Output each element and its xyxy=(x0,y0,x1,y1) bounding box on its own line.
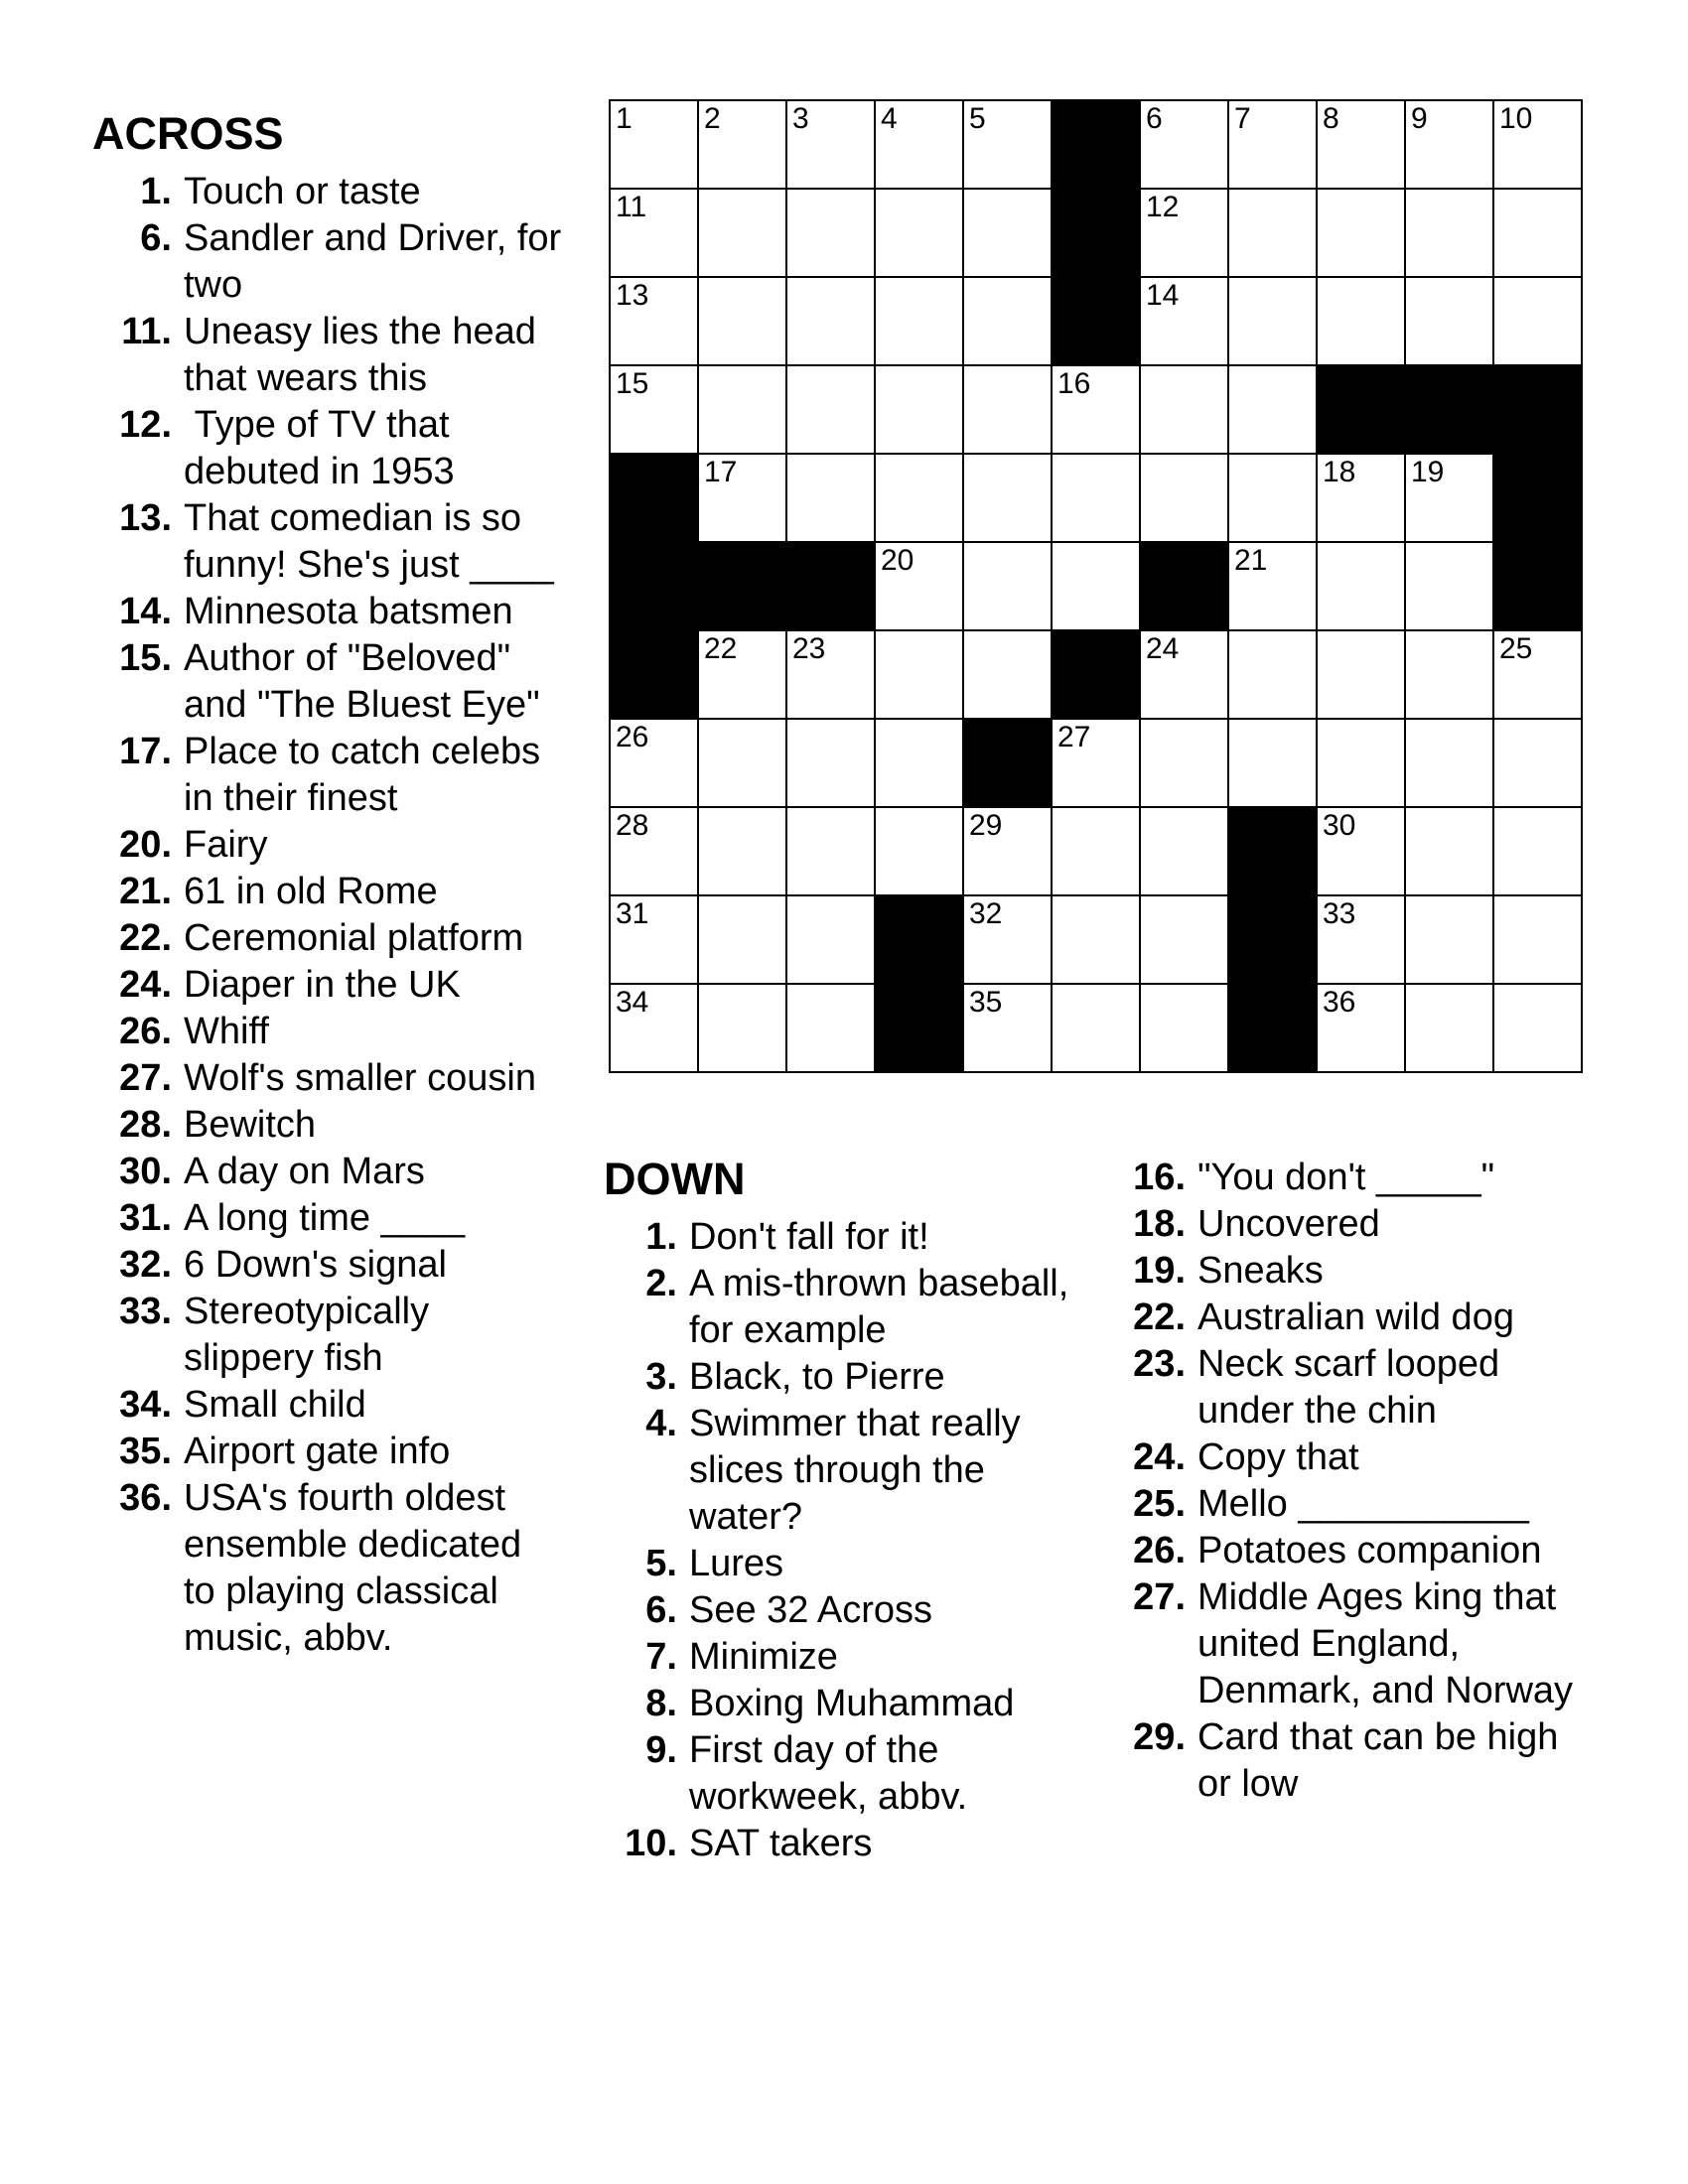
across-clue xyxy=(92,1242,563,1289)
grid-cell[interactable] xyxy=(1494,985,1583,1073)
cell-number: 3 xyxy=(792,102,809,135)
clue-text: USA's fourth oldest ensemble dedicated to playing classical music, abbv. xyxy=(184,1476,532,1659)
cell-number: 7 xyxy=(1234,102,1251,135)
down-clue xyxy=(604,1634,1090,1681)
clue-number: 29. xyxy=(1133,1716,1186,1758)
grid-cell[interactable] xyxy=(964,543,1053,631)
grid-black-cell xyxy=(1229,896,1318,985)
clue-text: Minnesota batsmen xyxy=(184,590,513,632)
clue-text: Swimmer that really slices through the water? xyxy=(689,1402,1032,1538)
grid-cell[interactable] xyxy=(787,808,876,896)
grid-cell[interactable] xyxy=(699,985,787,1073)
clue-text: Minimize xyxy=(689,1635,838,1678)
clue-number: 16. xyxy=(1133,1157,1186,1198)
cell-number: 19 xyxy=(1411,456,1445,488)
grid-cell[interactable] xyxy=(964,896,1053,985)
clue-text: 61 in old Rome xyxy=(184,870,438,912)
clue-number: 24. xyxy=(1133,1436,1186,1478)
grid-cell[interactable] xyxy=(1141,720,1229,808)
grid-cell[interactable] xyxy=(1053,985,1141,1073)
cell-number: 11 xyxy=(616,191,647,223)
clue-number: 24. xyxy=(119,963,172,1006)
down-clue xyxy=(1100,1341,1577,1434)
grid-cell[interactable] xyxy=(1229,455,1318,543)
clue-number: 23. xyxy=(1133,1343,1186,1385)
grid-black-cell xyxy=(1494,455,1583,543)
clue-text: A day on Mars xyxy=(184,1150,425,1192)
grid-cell[interactable] xyxy=(611,190,699,278)
grid-cell[interactable] xyxy=(964,808,1053,896)
grid-cell[interactable] xyxy=(1229,190,1318,278)
grid-cell[interactable] xyxy=(1141,455,1229,543)
cell-number: 13 xyxy=(616,279,649,312)
clue-text: Uncovered xyxy=(1197,1203,1380,1245)
across-clue xyxy=(92,962,563,1009)
clue-number: 33. xyxy=(119,1290,172,1332)
clue-text: Fairy xyxy=(184,823,268,866)
grid-cell[interactable] xyxy=(1406,631,1494,720)
cell-number: 34 xyxy=(616,986,649,1019)
grid-cell[interactable] xyxy=(876,101,964,190)
clue-number: 25. xyxy=(1133,1483,1186,1525)
cell-number: 26 xyxy=(616,721,649,753)
across-clue xyxy=(92,1475,563,1662)
clue-text: Sneaks xyxy=(1197,1250,1324,1292)
down-clue xyxy=(1100,1574,1577,1714)
clue-text: Card that can be high or low xyxy=(1197,1716,1569,1805)
clue-text: Middle Ages king that united England, Denmark, and Norway xyxy=(1197,1576,1574,1711)
grid-cell[interactable] xyxy=(1318,101,1406,190)
clue-number: 26. xyxy=(119,1010,172,1052)
grid-black-cell xyxy=(611,543,699,631)
grid-cell[interactable] xyxy=(1229,101,1318,190)
clue-number: 20. xyxy=(119,823,172,866)
down-clue xyxy=(604,1587,1090,1634)
grid-cell[interactable] xyxy=(1229,278,1318,366)
clue-text: Boxing Muhammad xyxy=(689,1682,1015,1724)
clue-number: 7. xyxy=(645,1635,677,1678)
clue-text: Copy that xyxy=(1197,1436,1359,1478)
across-clue xyxy=(92,1009,563,1055)
cell-number: 24 xyxy=(1146,632,1180,665)
grid-cell[interactable] xyxy=(1406,985,1494,1073)
cell-number: 29 xyxy=(969,809,1003,842)
down-clue xyxy=(604,1727,1090,1821)
grid-cell[interactable] xyxy=(1494,190,1583,278)
down-clue xyxy=(604,1214,1090,1261)
grid-black-cell xyxy=(1406,366,1494,455)
grid-cell[interactable] xyxy=(1406,543,1494,631)
crossword-grid[interactable] xyxy=(609,99,1583,1073)
grid-cell[interactable] xyxy=(1053,896,1141,985)
clue-number: 11. xyxy=(121,310,172,352)
clue-text: Ceremonial platform xyxy=(184,916,524,959)
clue-number: 2. xyxy=(645,1262,677,1304)
across-clue xyxy=(92,1055,563,1102)
grid-black-cell xyxy=(1494,366,1583,455)
grid-cell[interactable] xyxy=(1494,101,1583,190)
clue-number: 3. xyxy=(645,1355,677,1398)
grid-cell[interactable] xyxy=(1229,543,1318,631)
grid-cell[interactable] xyxy=(964,101,1053,190)
grid-cell[interactable] xyxy=(787,101,876,190)
grid-cell[interactable] xyxy=(1053,366,1141,455)
grid-cell[interactable] xyxy=(611,808,699,896)
grid-black-cell xyxy=(964,720,1053,808)
grid-black-cell xyxy=(876,985,964,1073)
across-clue xyxy=(92,1102,563,1149)
grid-cell[interactable] xyxy=(1053,720,1141,808)
grid-cell[interactable] xyxy=(1318,720,1406,808)
clue-number: 13. xyxy=(119,496,172,539)
clue-number: 1. xyxy=(140,170,172,212)
clue-text: A long time ____ xyxy=(184,1196,466,1239)
cell-number: 31 xyxy=(616,897,649,930)
down-clue xyxy=(1100,1434,1577,1481)
grid-cell[interactable] xyxy=(699,101,787,190)
down-clue xyxy=(604,1401,1090,1541)
cell-number: 25 xyxy=(1499,632,1533,665)
grid-cell[interactable] xyxy=(1318,190,1406,278)
grid-black-cell xyxy=(1229,808,1318,896)
grid-cell[interactable] xyxy=(611,278,699,366)
grid-cell[interactable] xyxy=(876,366,964,455)
grid-cell[interactable] xyxy=(1406,278,1494,366)
clue-number: 30. xyxy=(119,1150,172,1192)
down-clue-list-2 xyxy=(1100,1155,1577,1808)
cell-number: 2 xyxy=(704,102,721,135)
grid-cell[interactable] xyxy=(1494,896,1583,985)
across-clue xyxy=(92,215,572,309)
across-section xyxy=(92,108,572,1662)
cell-number: 14 xyxy=(1146,279,1180,312)
clue-text: Sandler and Driver, for two xyxy=(184,216,572,306)
grid-cell[interactable] xyxy=(787,720,876,808)
across-clue xyxy=(92,1149,563,1195)
grid-cell[interactable] xyxy=(699,808,787,896)
clue-number: 32. xyxy=(119,1243,172,1286)
cell-number: 1 xyxy=(616,102,633,135)
cell-number: 28 xyxy=(616,809,649,842)
across-clue xyxy=(92,1289,563,1382)
cell-number: 6 xyxy=(1146,102,1163,135)
clue-text: First day of the workweek, abbv. xyxy=(689,1728,968,1818)
clue-number: 15. xyxy=(119,636,172,679)
grid-cell[interactable] xyxy=(876,190,964,278)
grid-cell[interactable] xyxy=(876,631,964,720)
grid-cell[interactable] xyxy=(1141,896,1229,985)
grid-cell[interactable] xyxy=(699,366,787,455)
across-clue xyxy=(92,169,563,215)
cell-number: 22 xyxy=(704,632,738,665)
cell-number: 27 xyxy=(1057,721,1091,753)
clue-text: Uneasy lies the head that wears this xyxy=(184,310,547,399)
grid-cell[interactable] xyxy=(1229,720,1318,808)
clue-text: SAT takers xyxy=(689,1822,873,1864)
grid-cell[interactable] xyxy=(611,985,699,1073)
cell-number: 5 xyxy=(969,102,986,135)
grid-cell[interactable] xyxy=(964,366,1053,455)
grid-black-cell xyxy=(876,896,964,985)
clue-text: Australian wild dog xyxy=(1197,1297,1514,1338)
down-clue xyxy=(604,1821,1090,1867)
grid-cell[interactable] xyxy=(1229,631,1318,720)
grid-black-cell xyxy=(1053,101,1141,190)
clue-number: 8. xyxy=(645,1682,677,1724)
grid-cell[interactable] xyxy=(1053,543,1141,631)
down-clue xyxy=(604,1354,1090,1401)
grid-cell[interactable] xyxy=(611,896,699,985)
grid-cell[interactable] xyxy=(787,366,876,455)
grid-cell[interactable] xyxy=(699,278,787,366)
grid-cell[interactable] xyxy=(876,278,964,366)
down-clue xyxy=(1100,1155,1577,1201)
down-section-column-2 xyxy=(1100,1155,1577,1808)
clue-text: Neck scarf looped under the chin xyxy=(1197,1343,1510,1432)
grid-cell[interactable] xyxy=(787,631,876,720)
clue-text: Author of "Beloved" and "The Bluest Eye" xyxy=(184,636,540,726)
clue-number: 9. xyxy=(645,1728,677,1771)
clue-number: 10. xyxy=(625,1822,677,1864)
cell-number: 4 xyxy=(881,102,898,135)
grid-cell[interactable] xyxy=(699,190,787,278)
grid-cell[interactable] xyxy=(1494,278,1583,366)
clue-text: See 32 Across xyxy=(689,1588,933,1631)
grid-cell[interactable] xyxy=(1318,543,1406,631)
clue-text: Lures xyxy=(689,1542,784,1584)
grid-cell[interactable] xyxy=(964,631,1053,720)
clue-text: Small child xyxy=(184,1383,366,1426)
grid-black-cell xyxy=(611,455,699,543)
grid-cell[interactable] xyxy=(964,190,1053,278)
clue-text: Airport gate info xyxy=(184,1430,451,1472)
clue-text: Touch or taste xyxy=(184,170,421,212)
grid-cell[interactable] xyxy=(964,278,1053,366)
grid-black-cell xyxy=(1229,985,1318,1073)
clue-text: That comedian is so funny! She's just ____ xyxy=(184,496,554,586)
grid-cell[interactable] xyxy=(1494,720,1583,808)
cell-number: 23 xyxy=(792,632,826,665)
grid-cell[interactable] xyxy=(611,720,699,808)
grid-cell[interactable] xyxy=(787,985,876,1073)
cell-number: 21 xyxy=(1234,544,1268,577)
grid-cell[interactable] xyxy=(1141,631,1229,720)
clue-number: 36. xyxy=(119,1476,172,1519)
clue-number: 22. xyxy=(119,916,172,959)
clue-number: 17. xyxy=(119,730,172,772)
cell-number: 15 xyxy=(616,367,649,400)
across-clue xyxy=(92,822,563,869)
down-clue xyxy=(1100,1248,1577,1295)
grid-cell[interactable] xyxy=(1318,455,1406,543)
cell-number: 8 xyxy=(1323,102,1339,135)
clue-number: 31. xyxy=(119,1196,172,1239)
grid-cell[interactable] xyxy=(787,455,876,543)
grid-cell[interactable] xyxy=(1318,896,1406,985)
clue-number: 14. xyxy=(119,590,172,632)
clue-number: 22. xyxy=(1133,1297,1186,1338)
grid-cell[interactable] xyxy=(699,631,787,720)
grid-cell[interactable] xyxy=(1141,808,1229,896)
across-clue xyxy=(92,589,563,635)
grid-black-cell xyxy=(1318,366,1406,455)
clue-number: 27. xyxy=(119,1056,172,1099)
grid-cell[interactable] xyxy=(1406,808,1494,896)
clue-number: 1. xyxy=(645,1215,677,1258)
clue-number: 26. xyxy=(1133,1530,1186,1571)
across-clue xyxy=(92,635,563,729)
cell-number: 30 xyxy=(1323,809,1356,842)
cell-number: 35 xyxy=(969,986,1003,1019)
grid-cell[interactable] xyxy=(876,808,964,896)
grid-cell[interactable] xyxy=(1141,366,1229,455)
down-clue xyxy=(1100,1528,1577,1574)
grid-black-cell xyxy=(699,543,787,631)
clue-number: 18. xyxy=(1133,1203,1186,1245)
down-clue xyxy=(604,1541,1090,1587)
grid-black-cell xyxy=(787,543,876,631)
clue-text: Black, to Pierre xyxy=(689,1355,945,1398)
across-heading: ACROSS xyxy=(92,108,284,159)
cell-number: 16 xyxy=(1057,367,1091,400)
down-heading: DOWN xyxy=(604,1154,746,1204)
grid-cell[interactable] xyxy=(1053,808,1141,896)
grid-cell[interactable] xyxy=(1494,808,1583,896)
grid-cell[interactable] xyxy=(1494,631,1583,720)
clue-number: 4. xyxy=(645,1402,677,1444)
across-clue xyxy=(92,1195,563,1242)
grid-cell[interactable] xyxy=(1141,101,1229,190)
grid-cell[interactable] xyxy=(876,455,964,543)
grid-cell[interactable] xyxy=(1141,985,1229,1073)
grid-cell[interactable] xyxy=(1406,896,1494,985)
grid-cell[interactable] xyxy=(1406,455,1494,543)
grid-cell[interactable] xyxy=(787,278,876,366)
across-clue xyxy=(92,1382,563,1429)
down-clue xyxy=(1100,1295,1577,1341)
clue-number: 12. xyxy=(119,403,172,446)
grid-cell[interactable] xyxy=(876,720,964,808)
clue-text: Type of TV that debuted in 1953 xyxy=(184,403,461,492)
across-clue xyxy=(92,1429,563,1475)
clue-number: 34. xyxy=(119,1383,172,1426)
cell-number: 10 xyxy=(1499,102,1533,135)
grid-cell[interactable] xyxy=(1318,278,1406,366)
grid-black-cell xyxy=(1053,190,1141,278)
clue-text: Potatoes companion xyxy=(1197,1530,1542,1571)
down-clue xyxy=(1100,1714,1577,1808)
grid-cell[interactable] xyxy=(787,190,876,278)
clue-number: 6. xyxy=(645,1588,677,1631)
across-clue xyxy=(92,309,563,402)
down-clue xyxy=(1100,1481,1577,1528)
grid-cell[interactable] xyxy=(1318,808,1406,896)
clue-number: 21. xyxy=(119,870,172,912)
grid-black-cell xyxy=(1053,631,1141,720)
grid-cell[interactable] xyxy=(1318,985,1406,1073)
grid-cell[interactable] xyxy=(699,720,787,808)
grid-black-cell xyxy=(611,631,699,720)
cell-number: 12 xyxy=(1146,191,1180,223)
grid-cell[interactable] xyxy=(787,896,876,985)
grid-cell[interactable] xyxy=(1318,631,1406,720)
down-clue xyxy=(604,1681,1090,1727)
cell-number: 33 xyxy=(1323,897,1356,930)
clue-text: 6 Down's signal xyxy=(184,1243,447,1286)
clue-text: Stereotypically slippery fish xyxy=(184,1290,440,1379)
across-clue-list xyxy=(92,169,572,1662)
grid-cell[interactable] xyxy=(1141,190,1229,278)
cell-number: 18 xyxy=(1323,456,1356,488)
clue-text: Mello ___________ xyxy=(1197,1483,1529,1525)
grid-cell[interactable] xyxy=(699,455,787,543)
cell-number: 17 xyxy=(704,456,738,488)
clue-number: 5. xyxy=(645,1542,677,1584)
grid-black-cell xyxy=(1053,278,1141,366)
grid-cell[interactable] xyxy=(964,455,1053,543)
grid-black-cell xyxy=(1494,543,1583,631)
grid-cell[interactable] xyxy=(611,101,699,190)
across-clue xyxy=(92,869,563,915)
clue-number: 28. xyxy=(119,1103,172,1146)
across-clue xyxy=(92,402,563,495)
grid-cell[interactable] xyxy=(699,896,787,985)
clue-text: A mis-thrown baseball, for example xyxy=(689,1262,1079,1351)
grid-cell[interactable] xyxy=(1406,101,1494,190)
clue-number: 19. xyxy=(1133,1250,1186,1292)
clue-text: "You don't _____" xyxy=(1197,1157,1495,1198)
clue-number: 6. xyxy=(140,216,172,259)
down-clue xyxy=(604,1261,1090,1354)
across-clue xyxy=(92,495,563,589)
clue-text: Diaper in the UK xyxy=(184,963,461,1006)
down-clue-list-1 xyxy=(604,1214,1090,1867)
grid-black-cell xyxy=(1141,543,1229,631)
cell-number: 32 xyxy=(969,897,1003,930)
clue-text: Don't fall for it! xyxy=(689,1215,929,1258)
grid-cell[interactable] xyxy=(1406,190,1494,278)
clue-number: 27. xyxy=(1133,1576,1186,1618)
cell-number: 20 xyxy=(881,544,914,577)
down-section-column-1 xyxy=(604,1155,1090,1867)
clue-text: Wolf's smaller cousin xyxy=(184,1056,536,1099)
across-clue xyxy=(92,729,563,822)
grid-cell[interactable] xyxy=(1229,366,1318,455)
clue-text: Bewitch xyxy=(184,1103,317,1146)
cell-number: 9 xyxy=(1411,102,1428,135)
down-clue xyxy=(1100,1201,1577,1248)
cell-number: 36 xyxy=(1323,986,1356,1019)
clue-number: 35. xyxy=(119,1430,172,1472)
grid-cell[interactable] xyxy=(611,366,699,455)
clue-text: Whiff xyxy=(184,1010,269,1052)
grid-cell[interactable] xyxy=(876,543,964,631)
grid-cell[interactable] xyxy=(964,985,1053,1073)
across-clue xyxy=(92,915,563,962)
clue-text: Place to catch celebs in their finest xyxy=(184,730,551,819)
grid-cell[interactable] xyxy=(1053,455,1141,543)
grid-cell[interactable] xyxy=(1141,278,1229,366)
grid-cell[interactable] xyxy=(1406,720,1494,808)
